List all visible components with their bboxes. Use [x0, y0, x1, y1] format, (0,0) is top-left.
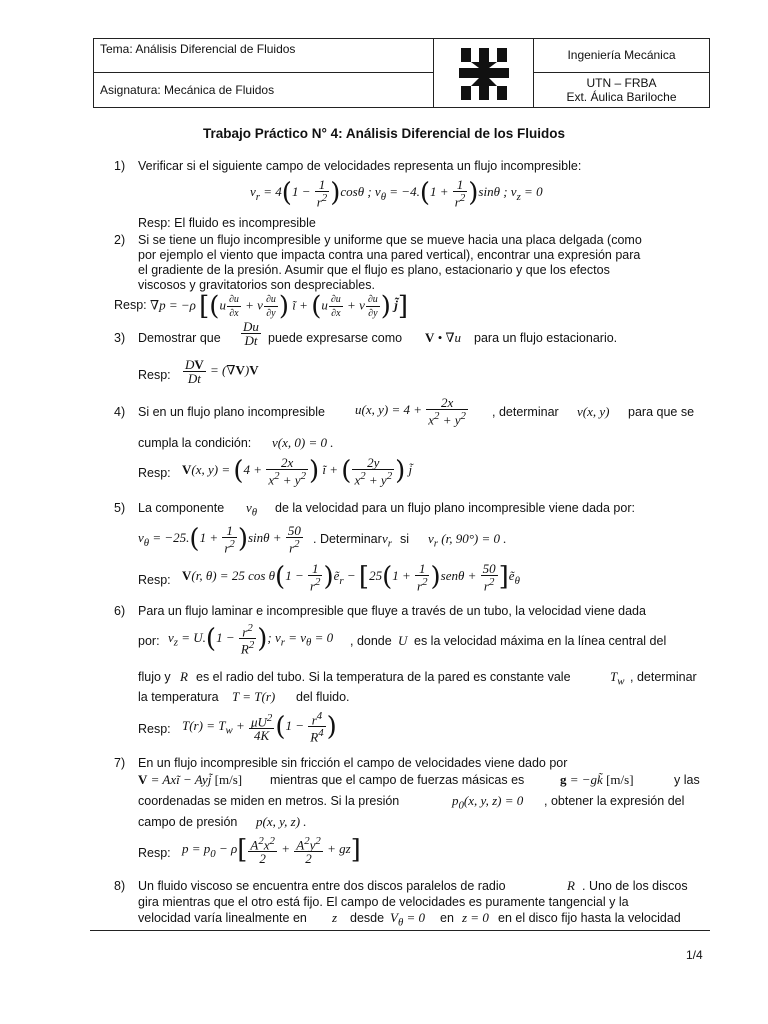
- equation-6d: $T_w$: [610, 669, 625, 688]
- item-text: cumpla la condición:: [138, 436, 252, 450]
- item-text: desde: [350, 911, 385, 925]
- item-text: gira mientras que el otro está fijo. El campo de velocidades es puramente tangencial y la: [138, 895, 629, 909]
- equation-5b: $v_\theta = -25.(1$ + $\frac{1}{r^2}$ )sinθ + $\frac{50}{r^2}$: [138, 523, 301, 556]
- equation-6e: T = T(r): [232, 689, 276, 704]
- item-text: mientras que el campo de fuerzas másicas es: [270, 773, 525, 787]
- equation-7d: p(x, y, z) .: [256, 814, 307, 829]
- item-text: Verificar si el siguiente campo de velocidades representa un flujo incompresible:: [138, 159, 582, 173]
- item-text: Si en un flujo plano incompresible: [138, 405, 325, 419]
- item-number: 2): [114, 233, 126, 247]
- equation-5c: $v_r$: [382, 531, 392, 550]
- item-text: en: [440, 911, 454, 925]
- header-table: [93, 38, 710, 108]
- utn-text: UTN – FRBA: [586, 76, 657, 90]
- equation-4b: v(x, y): [577, 404, 610, 419]
- item-text: por:: [138, 634, 160, 648]
- tema-cell: Tema: Análisis Diferencial de Fluidos: [94, 39, 434, 73]
- item-text-line: por ejemplo el viento que impacta contra una pared vertical), encontrar una expresión para: [138, 248, 641, 262]
- item-text: . Determinar: [313, 532, 382, 546]
- equation-6b: U: [398, 633, 408, 648]
- item-number: 3): [114, 331, 126, 345]
- equation-3b: V • ∇u: [425, 330, 462, 345]
- resp-text: Resp: El fluido es incompresible: [138, 216, 316, 230]
- item-text: , donde: [350, 634, 392, 648]
- equation-5d: $v_r$ (r, 90°) = 0 .: [428, 531, 507, 550]
- equation-8a: R: [567, 878, 575, 893]
- item-text: es el radio del tubo. Si la temperatura de la pared es constante vale: [196, 670, 571, 684]
- page-title: Trabajo Práctico N° 4: Análisis Diferencial de los Fluidos: [202, 126, 565, 141]
- equation-3c: $\frac{DV}{Dt}$ = (∇V)V: [185, 357, 259, 386]
- equation-8b: z: [332, 910, 338, 925]
- item-number: 7): [114, 756, 126, 770]
- item-text: La componente: [138, 501, 225, 515]
- item-text: Demostrar que: [138, 331, 221, 345]
- item-text: de la velocidad para un flujo plano incompresible viene dada por:: [275, 501, 635, 515]
- item-text: , determinar: [630, 670, 697, 684]
- equation-7c: $p_0(x$, y, z) = 0: [452, 793, 524, 812]
- item-text: coordenadas se miden en metros. Si la presión: [138, 794, 400, 808]
- extension-text: Ext. Áulica Bariloche: [566, 90, 677, 104]
- equation-6a: $v_z = U.(1$ − $\frac{r^2}{R^2}$ ); $v_r = v_\theta = 0$: [168, 622, 334, 657]
- equation-5a: $v_\theta$: [246, 500, 258, 519]
- item-text: y las: [674, 773, 700, 787]
- equation-6c: R: [180, 669, 188, 684]
- equation-5e: V(r, θ) = 25 cos θ(1 − $\frac{1}{r^2}$ )ẽ$_r$ − [25(1 + $\frac{1}{r^2}$ )senθ + $\frac{50}{r^2}$ ]ẽ$_\theta$: [182, 561, 520, 594]
- item-text: velocidad varía linealmente en: [138, 911, 307, 925]
- equation-8d: z = 0: [462, 910, 489, 925]
- footer-rule: [90, 930, 710, 931]
- equation-7e: $p = p_0 - \rho$[ $\frac{A^2x^2}{2}$ + $\frac{A^2y^2}{2}$ + gz]: [182, 835, 361, 867]
- item-text-line: Si se tiene un flujo incompresible y uniforme que se mueve hacia una placa delgada (como: [138, 233, 642, 247]
- resp-text: Resp:: [138, 722, 171, 736]
- resp-text: Resp:: [138, 466, 171, 480]
- equation-7a: V = Axĩ − Ayj̃ [m/s]: [138, 772, 243, 787]
- equation-1: $v_r = 4(1$ − $\frac{1}{r^2}$ )cosθ ; $v_\theta = -4.(1$ + $\frac{1}{r^2}$ )sinθ ; $v_z = 0$: [250, 177, 543, 210]
- equation-8c: $V_\theta = 0$: [390, 910, 426, 929]
- utn-logo-icon: [459, 48, 509, 100]
- utn-cell: [534, 73, 709, 107]
- item-number: 4): [114, 405, 126, 419]
- item-text: . Uno de los discos: [582, 879, 688, 893]
- item-text: En un flujo incompresible sin fricción el campo de velocidades viene dado por: [138, 756, 568, 770]
- item-text: es la velocidad máxima en la línea central del: [414, 634, 667, 648]
- item-text: campo de presión: [138, 815, 238, 829]
- equation-3a: $\frac{Du}{Dt}$: [243, 319, 259, 348]
- equation-6f: $T(r) = T_w$ + $\frac{\mu U^2}{4K}$ (1 − $\frac{r^4}{R^4}$ ): [182, 710, 337, 745]
- resp-text: Resp:: [138, 846, 171, 860]
- page-number: 1/4: [686, 948, 703, 962]
- item-number: 8): [114, 879, 126, 893]
- equation-4d: V(x, y) = (4 + $\frac{2x}{x^2 + y^2}$ ) ĩ + ( $\frac{2y}{x^2 + y^2}$ ) j̃: [182, 455, 413, 488]
- equation-7b: g = −gk̃ [m/s]: [560, 772, 634, 787]
- item-number: 5): [114, 501, 126, 515]
- ingenieria-cell: Ingeniería Mecánica: [534, 39, 709, 73]
- asignatura-cell: Asignatura: Mecánica de Fluidos: [94, 73, 434, 107]
- equation-4a: u(x, y) = 4 + $\frac{2x}{x^2 + y^2}$: [355, 395, 466, 428]
- item-number: 6): [114, 604, 126, 618]
- item-text-line: el gradiente de la presión. Asumir que el flujo es plano, estacionario y que los efectos: [138, 263, 610, 277]
- item-text: la temperatura: [138, 690, 219, 704]
- item-text: flujo y: [138, 670, 171, 684]
- resp-text: Resp:: [138, 368, 171, 382]
- item-text: puede expresarse como: [268, 331, 403, 345]
- resp-text: Resp:: [114, 298, 147, 312]
- item-text: , determinar: [492, 405, 559, 419]
- item-text: Para un flujo laminar e incompresible que fluye a través de un tubo, la velocidad viene dada: [138, 604, 646, 618]
- item-text: si: [400, 532, 410, 546]
- item-number: 1): [114, 159, 126, 173]
- equation-2: ∇p = −ρ [(u $\frac{\partial u}{\partial x}$ + v $\frac{\partial u}{\partial y}$ ) ĩ + (u $\frac{\partial u}{\partial x}$ + v $\frac{\partial u}{\partial y}$ ) j̃]: [150, 291, 408, 322]
- item-text: , obtener la expresión del: [544, 794, 685, 808]
- logo-cell: [434, 39, 534, 107]
- resp-text: Resp:: [138, 573, 171, 587]
- item-text: Un fluido viscoso se encuentra entre dos discos paralelos de radio: [138, 879, 506, 893]
- item-text: para que se: [628, 405, 695, 419]
- equation-4c: v(x, 0) = 0 .: [272, 435, 334, 450]
- item-text: en el disco fijo hasta la velocidad: [498, 911, 681, 925]
- item-text: del fluido.: [296, 690, 350, 704]
- item-text: para un flujo estacionario.: [474, 331, 618, 345]
- item-text-line: viscosos y gravitatorios son despreciables.: [138, 278, 375, 292]
